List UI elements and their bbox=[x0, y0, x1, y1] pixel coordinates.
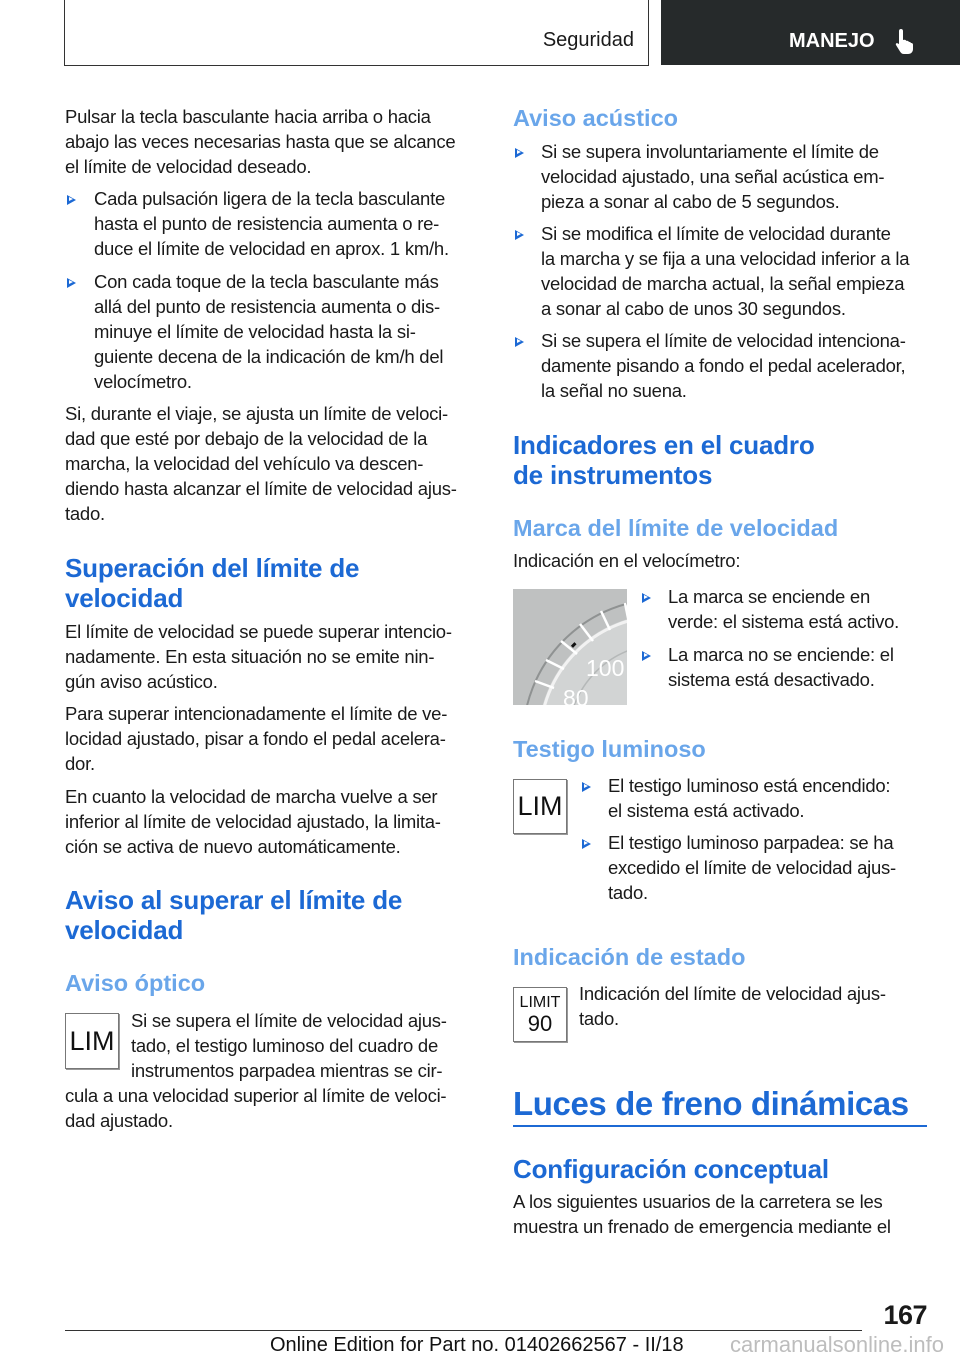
lim-icon-label: LIM bbox=[517, 791, 563, 821]
heading-luces-freno: Luces de freno dinámicas bbox=[513, 1085, 909, 1122]
bullet-item: La marca se enciende en verde: el sistema está activo. bbox=[668, 586, 900, 632]
heading-aviso-optico: Aviso óptico bbox=[65, 970, 206, 996]
bullet-icon bbox=[642, 651, 651, 661]
limit-icon-value: 90 bbox=[527, 1010, 553, 1036]
speedometer-label-80: 80 bbox=[563, 685, 589, 705]
paragraph: Para superar intencionadamente el límite de ve‐ locidad ajustado, pisar a fondo el pedal acelera‐ dor. bbox=[65, 703, 448, 774]
paragraph: Indicación del límite de velocidad ajus‐ tado. bbox=[579, 983, 886, 1029]
heading-marca: Marca del límite de velocidad bbox=[513, 515, 839, 541]
header-chapter-tab[interactable] bbox=[661, 0, 960, 65]
footer-edition-text: Online Edition for Part no. 01402662567 - II/18 bbox=[270, 1334, 684, 1356]
paragraph: A los siguientes usuarios de la carretera se les muestra un frenado de emergencia mediante el bbox=[513, 1191, 891, 1237]
paragraph: En cuanto la velocidad de marcha vuelve a ser inferior al límite de velocidad ajustado, la limita‐ ción se activa de nuevo automáticamente. bbox=[65, 786, 441, 857]
bullet-icon bbox=[515, 230, 524, 240]
bullet-icon bbox=[67, 195, 76, 205]
heading-aviso-acustico: Aviso acústico bbox=[513, 105, 678, 131]
speedometer-label-100: 100 bbox=[586, 655, 625, 681]
speedometer-image bbox=[513, 589, 627, 705]
limit-icon-label: LIMIT bbox=[519, 993, 561, 1011]
bullet-item: El testigo luminoso parpadea: se ha excedido el límite de velocidad ajus‐ tado. bbox=[608, 832, 896, 903]
lim-indicator-icon bbox=[65, 1013, 119, 1069]
bullet-icon bbox=[515, 148, 524, 158]
bullet-icon bbox=[642, 593, 651, 603]
heading-indicadores: Indicadores en el cuadro de instrumentos bbox=[513, 430, 815, 490]
header-section-title: Seguridad bbox=[542, 29, 634, 51]
intro-paragraph: Pulsar la tecla basculante hacia arriba o hacia abajo las veces necesarias hasta que se alcance el límite de velocidad deseado. bbox=[65, 106, 456, 177]
bullet-item: Con cada toque de la tecla basculante más allá del punto de resistencia aumenta o dis‐ minuye el límite de velocidad hasta la si‐ guiente decena de la indicación de km/h del velocímetro. bbox=[94, 271, 444, 392]
heading-aviso: Aviso al superar el límite de velocidad bbox=[65, 885, 403, 945]
bullet-item: Si se supera el límite de velocidad intenciona‐ damente pisando a fondo el pedal acelerador, la señal no suena. bbox=[541, 330, 906, 401]
bullet-icon bbox=[67, 278, 76, 288]
heading-underline bbox=[513, 1125, 927, 1127]
header-chapter-label: MANEJO bbox=[789, 30, 875, 52]
heading-testigo: Testigo luminoso bbox=[513, 736, 706, 762]
heading-estado: Indicación de estado bbox=[513, 944, 746, 970]
paragraph: cula a una velocidad superior al límite de veloci‐ dad ajustado. bbox=[65, 1085, 447, 1131]
paragraph: Indicación en el velocímetro: bbox=[513, 550, 741, 571]
bullet-item: Cada pulsación ligera de la tecla basculante hasta el punto de resistencia aumenta o re‐ duce el límite de velocidad en aprox. 1 km/h. bbox=[94, 188, 449, 259]
lim-icon-label: LIM bbox=[69, 1025, 115, 1056]
paragraph: Si, durante el viaje, se ajusta un límite de veloci‐ dad que esté por debajo de la velocidad de la marcha, la velocidad del vehículo va descen‐ diendo hasta alcanzar el límite de velocidad ajus‐ tado. bbox=[65, 403, 457, 524]
footer-rule bbox=[65, 1330, 862, 1331]
bullet-item: El testigo luminoso está encendido: el sistema está activado. bbox=[608, 775, 891, 821]
bullet-item: La marca no se enciende: el sistema está desactivado. bbox=[668, 644, 894, 690]
bullet-icon bbox=[515, 337, 524, 347]
heading-superacion: Superación del límite de velocidad bbox=[65, 553, 360, 613]
bullet-item: Si se supera involuntariamente el límite de velocidad ajustado, una señal acústica em‐ pieza a sonar al cabo de 5 segundos. bbox=[541, 141, 885, 212]
lim-indicator-icon bbox=[513, 779, 567, 834]
heading-configuracion: Configuración conceptual bbox=[513, 1154, 829, 1184]
paragraph: Si se supera el límite de velocidad ajus‐ tado, el testigo luminoso del cuadro de instrumentos parpadea mientras se cir‐ bbox=[131, 1010, 447, 1081]
paragraph: El límite de velocidad se puede superar intencio‐ nadamente. En esta situación no se emite nin‐ gún aviso acústico. bbox=[65, 621, 452, 692]
bullet-item: Si se modifica el límite de velocidad durante la marcha y se fija a una velocidad inferior a la velocidad de marcha actual, la señal empieza a sonar al cabo de unos 30 segundos. bbox=[541, 223, 910, 319]
bullet-icon bbox=[582, 839, 591, 849]
hand-pointer-icon bbox=[895, 27, 919, 55]
limit-90-indicator-icon bbox=[513, 987, 567, 1042]
footer-watermark[interactable]: carmanualsonline.info bbox=[729, 1332, 944, 1357]
page-number: 167 bbox=[883, 1300, 927, 1330]
bullet-icon bbox=[582, 782, 591, 792]
